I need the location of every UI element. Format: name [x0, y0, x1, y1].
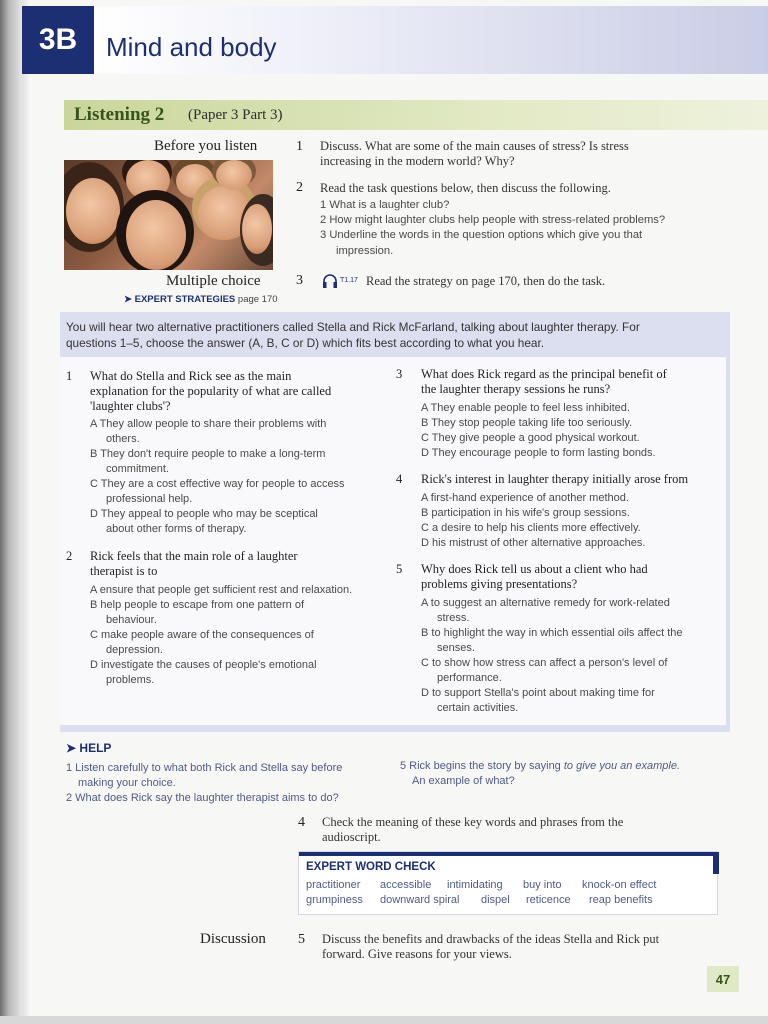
expert-word-check-title: EXPERT WORD CHECK [306, 861, 436, 873]
word-item: buy into [523, 879, 562, 891]
task-q2-options [90, 583, 352, 688]
question-2-text: Read the task questions below, then discuss the following. [320, 181, 611, 195]
stem-line: therapist is to [90, 564, 158, 578]
option-c-cont: depression. [106, 644, 163, 656]
option-b[interactable]: B They don't require people to make a long-term [90, 448, 326, 460]
option-d[interactable]: D his mistrust of other alternative approaches. [421, 537, 646, 549]
option-b[interactable]: B to highlight the way in which essential oils affect the [421, 627, 683, 639]
option-c[interactable]: C a desire to help his clients more effectively. [421, 522, 641, 534]
option-c[interactable]: C They give people a good physical workout. [421, 432, 640, 444]
help-item-1-cont: making your choice. [78, 777, 176, 789]
task-q1-options [90, 417, 345, 537]
task-q2-number: 2 [66, 549, 73, 563]
help-title: HELP [79, 741, 112, 755]
question-2-item: 1 What is a laughter club? [320, 199, 450, 211]
chevron-right-icon: ➤ [66, 741, 77, 755]
task-q5-stem [421, 562, 648, 592]
option-c[interactable]: C They are a cost effective way for people to access [90, 478, 345, 490]
stem-line: the laughter therapy sessions he runs? [421, 382, 611, 396]
word-item: reap benefits [589, 894, 653, 906]
option-a[interactable]: A ensure that people get sufficient rest and relaxation. [90, 584, 353, 596]
task-q4-stem: Rick's interest in laughter therapy initially arose from [421, 472, 689, 486]
multiple-choice-label: Multiple choice [166, 273, 261, 289]
stem-line: What do Stella and Rick see as the main [90, 369, 292, 383]
stem-line: Rick feels that the main role of a laughter [90, 549, 298, 563]
option-c-cont: professional help. [106, 493, 193, 505]
option-a-cont: others. [106, 433, 140, 445]
laughing-people-photo [64, 160, 273, 270]
help-item-2: 2 What does Rick say the laughter therapist aims to do? [66, 792, 339, 804]
question-2-number: 2 [296, 180, 303, 195]
stem-line: 'laughter clubs'? [90, 399, 171, 413]
option-d-cont: about other forms of therapy. [106, 523, 247, 535]
word-item: accessible [380, 879, 432, 891]
question-5-number: 5 [298, 932, 305, 947]
word-item: practitioner [306, 879, 361, 891]
task-q4-number: 4 [396, 472, 403, 486]
task-q4-options [421, 491, 645, 551]
discussion-line-2: forward. Give reasons for your views. [322, 947, 512, 961]
unit-badge: 3B [22, 6, 94, 74]
unit-title: Mind and body [106, 32, 277, 62]
task-q3-stem [421, 367, 667, 397]
word-item: downward spiral [380, 894, 460, 906]
word-check-accent [713, 852, 719, 874]
help-item-1: 1 Listen carefully to what both Rick and Stella say before [66, 762, 343, 774]
task-q1-number: 1 [66, 369, 73, 383]
option-b[interactable]: B participation in his wife's group sessions. [421, 507, 630, 519]
section-subtitle: (Paper 3 Part 3) [188, 107, 283, 123]
stem-line: problems giving presentations? [421, 577, 578, 591]
question-1-line-1: Discuss. What are some of the main causes of stress? Is stress [320, 139, 629, 153]
expert-strategies-page: page 170 [237, 294, 278, 305]
stem-line: explanation for the popularity of what are called [90, 384, 332, 398]
page-bottom-edge [0, 1016, 768, 1024]
section-header [64, 100, 768, 130]
option-a-cont: stress. [437, 612, 470, 624]
unit-title-bar [94, 6, 768, 74]
option-c[interactable]: C to show how stress can affect a person's level of [421, 657, 668, 669]
question-1-line-2: increasing in the modern world? Why? [320, 154, 515, 168]
option-a[interactable]: A They allow people to share their problems with [90, 418, 327, 430]
option-c[interactable]: C make people aware of the consequences of [90, 629, 314, 641]
option-d[interactable]: D to support Stella's point about making time for [421, 687, 655, 699]
task-instructions-line: questions 1–5, choose the answer (A, B, C or D) which fits best according to what you hear. [66, 336, 545, 350]
option-d[interactable]: D investigate the causes of people's emotional [90, 659, 317, 671]
question-4-line-2: audioscript. [322, 830, 381, 844]
option-a[interactable]: A They enable people to feel less inhibited. [421, 402, 630, 414]
word-item: intimidating [447, 879, 503, 891]
option-d[interactable]: D They encourage people to form lasting bonds. [421, 447, 656, 459]
section-title: Listening 2 [74, 104, 165, 125]
help-item-5-cont: An example of what? [412, 775, 515, 787]
question-2-item: impression. [336, 245, 394, 257]
task-q3-options [421, 401, 656, 461]
help-heading [66, 741, 111, 755]
option-b-cont: senses. [437, 642, 475, 654]
word-item: reticence [526, 894, 571, 906]
task-q5-options [421, 596, 683, 716]
question-4-number: 4 [298, 815, 305, 830]
word-check-top-bar [299, 852, 717, 856]
option-d-cont: certain activities. [437, 702, 519, 714]
discussion-line-1: Discuss the benefits and drawbacks of the ideas Stella and Rick put [322, 932, 660, 946]
stem-line: Why does Rick tell us about a client who had [421, 562, 648, 576]
option-d[interactable]: D They appeal to people who may be sceptical [90, 508, 318, 520]
book-spine-fade [22, 0, 30, 1024]
option-b-cont: commitment. [106, 463, 169, 475]
question-2-item: 3 Underline the words in the question options which give you that [320, 229, 643, 241]
question-4-line-1: Check the meaning of these key words and phrases from the [322, 815, 624, 829]
help-item-5-text: 5 Rick begins the story by saying [400, 760, 564, 772]
option-b[interactable]: B They stop people taking life too seriously. [421, 417, 633, 429]
task-instructions [66, 319, 726, 351]
word-item: knock-on effect [582, 879, 657, 891]
option-b-cont: behaviour. [106, 614, 157, 626]
option-d-cont: problems. [106, 674, 155, 686]
audio-track-number: T1.17 [340, 277, 358, 284]
stem-line: What does Rick regard as the principal benefit of [421, 367, 667, 381]
help-item-5-quote: to give you an example. [563, 760, 681, 772]
before-you-listen-label: Before you listen [154, 138, 258, 154]
task-q3-number: 3 [396, 367, 403, 381]
question-1-number: 1 [296, 139, 303, 154]
help-item-5 [400, 759, 680, 774]
question-3-number: 3 [296, 273, 303, 288]
discussion-label: Discussion [200, 931, 266, 947]
question-3-text: Read the strategy on page 170, then do the task. [366, 274, 606, 288]
question-2-item: 2 How might laughter clubs help people with stress-related problems? [320, 214, 666, 226]
task-q2-stem [90, 549, 298, 579]
option-b[interactable]: B help people to escape from one pattern of [90, 599, 305, 611]
page-number: 47 [707, 966, 739, 992]
chevron-right-icon: ➤ [124, 294, 132, 305]
option-a[interactable]: A to suggest an alternative remedy for work-related [421, 597, 670, 609]
option-c-cont: performance. [437, 672, 502, 684]
option-a[interactable]: A first-hand experience of another method. [421, 492, 629, 504]
word-item: grumpiness [306, 894, 363, 906]
expert-strategies-label: EXPERT STRATEGIES [134, 294, 236, 305]
task-instructions-line: You will hear two alternative practitioners called Stella and Rick McFarland, talking about laughter therapy. For [66, 320, 640, 334]
expert-strategies-link[interactable] [124, 294, 278, 305]
book-spine-shadow [0, 0, 22, 1024]
task-q1-stem [90, 369, 331, 414]
task-q5-number: 5 [396, 562, 403, 576]
word-item: dispel [481, 894, 510, 906]
